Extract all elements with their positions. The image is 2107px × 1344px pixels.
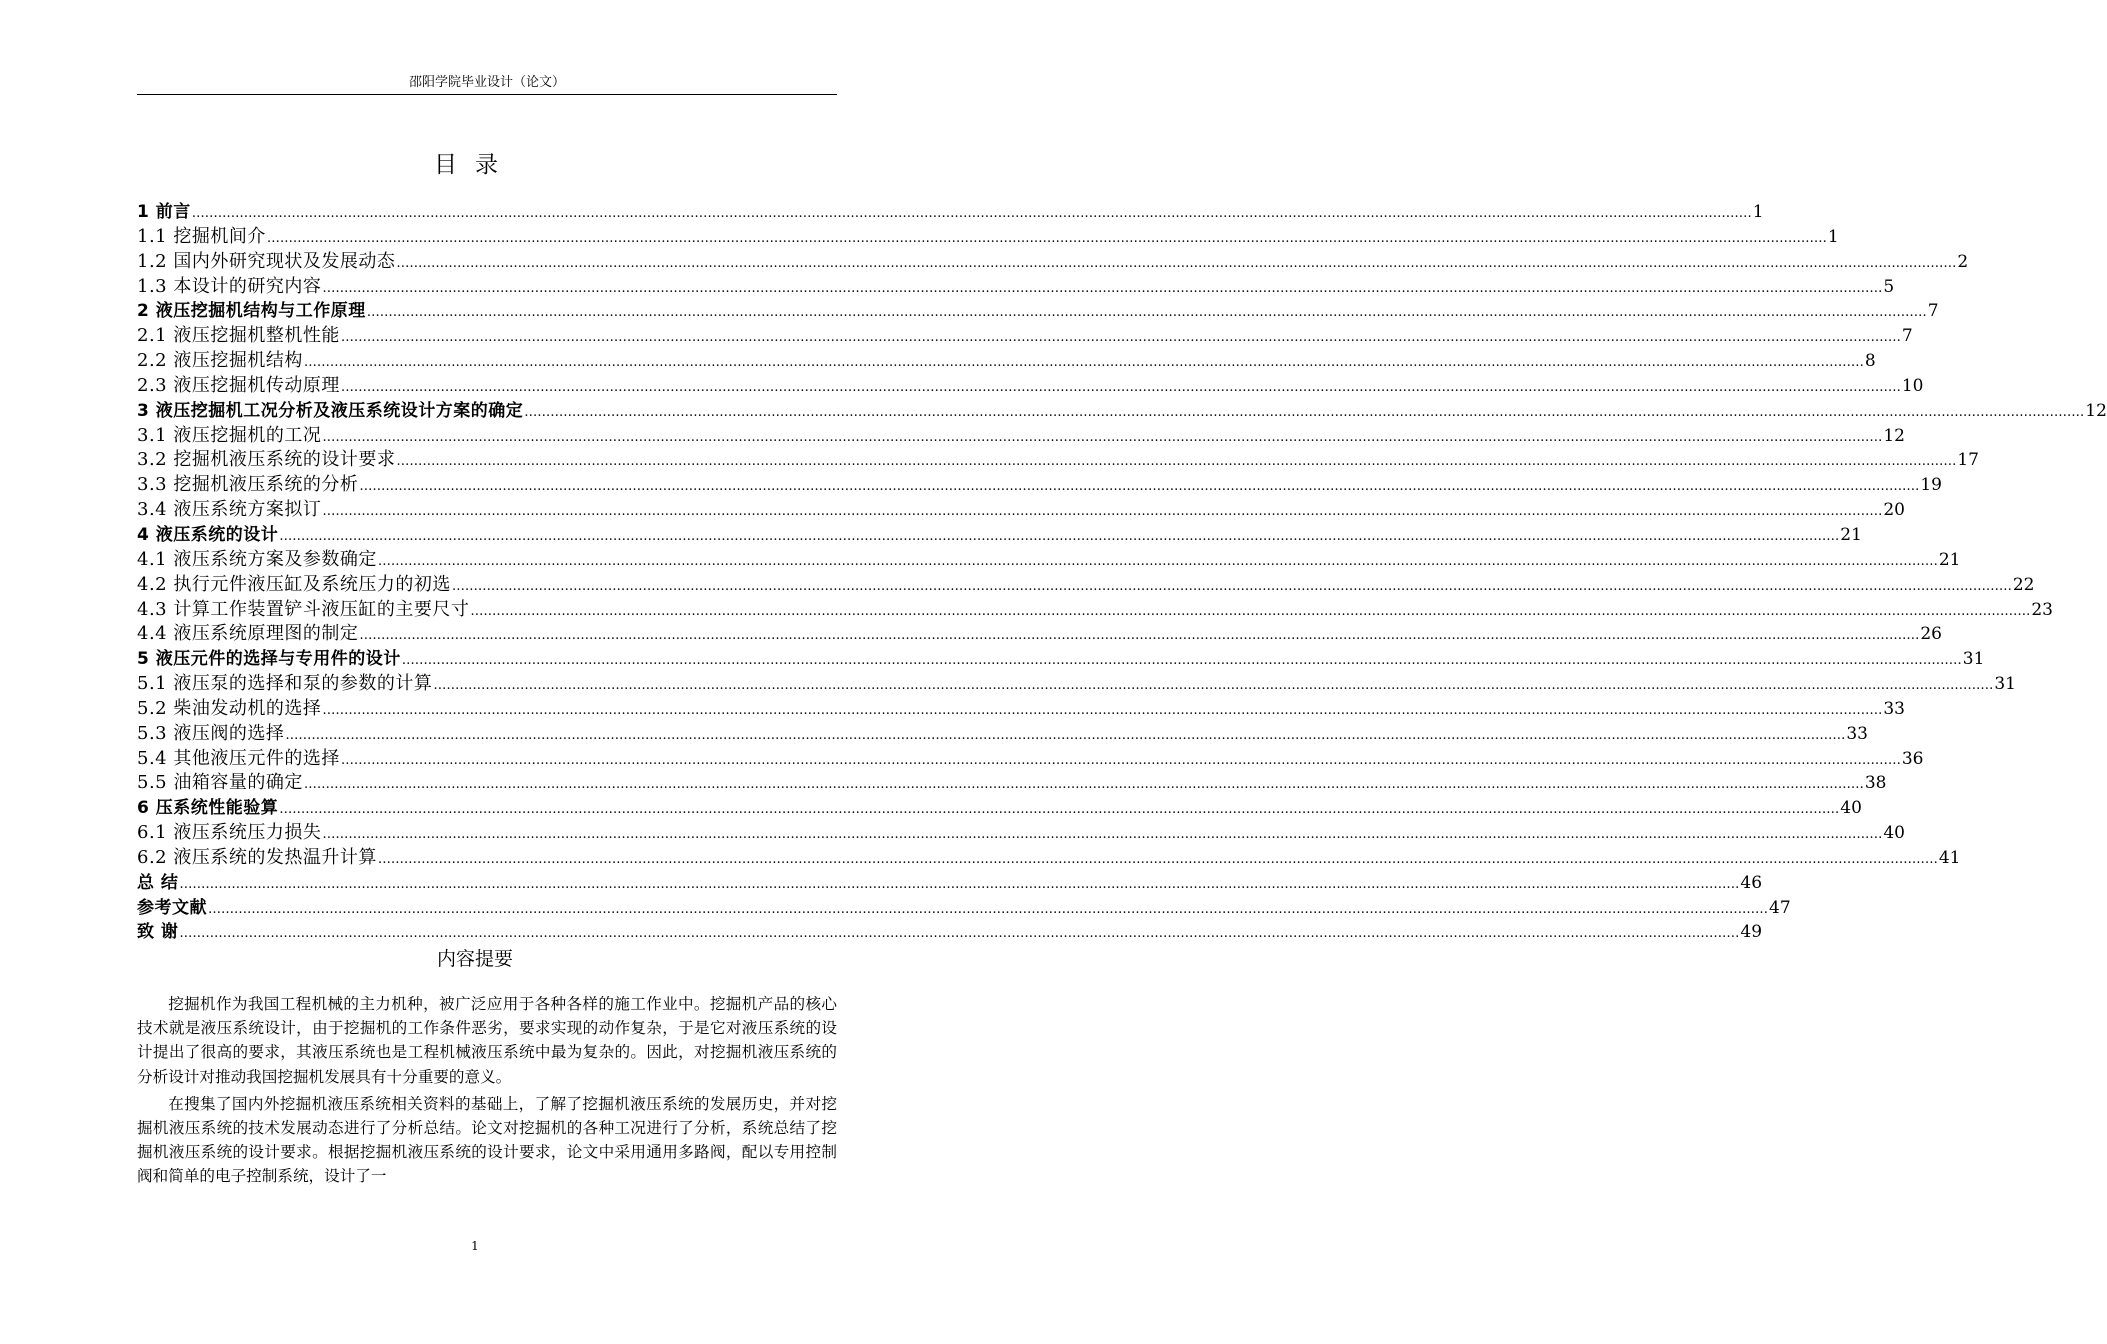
toc-entry-page: 21 [1840,524,1862,545]
toc-entry[interactable] [137,647,1985,672]
toc-entry[interactable] [137,473,1942,498]
toc-entry-label: 5.5 油箱容量的确定 [137,772,303,794]
toc-entry[interactable] [137,896,1791,921]
toc-entry-label: 3 液压挖掘机工况分析及液压系统设计方案的确定 [137,400,524,421]
toc-entry[interactable] [137,697,1905,722]
toc-entry[interactable] [137,523,1862,548]
toc-entry-label: 5.4 其他液压元件的选择 [137,747,340,769]
toc-leader-dots: ……………………………………………………………………………………………………………………………………………………………………………………………………………………………………………………………………………………………………………………………… [524,404,2085,420]
toc-entry[interactable] [137,722,1868,747]
toc-entry[interactable] [137,448,1979,473]
toc-entry[interactable] [137,349,1876,374]
toc-leader-dots: ……………………………………………………………………………………………………………………………………………………………………………………………………………………………………………………………………………………………………………………………… [470,603,2031,619]
toc-entry[interactable] [137,399,2107,424]
toc-entry-label: 4.2 执行元件液压缸及系统压力的初选 [137,573,451,595]
toc-entry[interactable] [137,598,2053,623]
toc-entry-page: 1 [1827,226,1839,247]
toc-entry[interactable] [137,821,1905,846]
toc-leader-dots: ……………………………………………………………………………………………………………………………………………………………………………………………………………………………………………………………………………………………………………………………… [340,752,1901,768]
toc-entry-page: 19 [1920,475,1942,496]
toc-entry-label: 4.4 液压系统原理图的制定 [137,623,359,645]
toc-entry-page: 7 [1927,301,1939,322]
toc-entry-label: 1 前言 [137,202,191,222]
toc-entry[interactable] [137,324,1913,349]
toc-leader-dots: ……………………………………………………………………………………………………………………………………………………………………………………………………………………………………………………………………………………………………………………………… [266,230,1827,246]
toc-entry-page: 20 [1883,500,1905,521]
toc-entry[interactable] [137,225,1839,250]
toc-entry-label: 4 液压系统的设计 [137,524,279,545]
toc-entry-label: 5.3 液压阀的选择 [137,722,285,744]
toc-entry-page: 26 [1920,624,1942,645]
toc-entry[interactable] [137,200,1764,225]
toc-entry-label: 5.2 柴油发动机的选择 [137,697,322,719]
toc-entry-page: 40 [1883,823,1905,844]
toc-title: 目录 [434,152,516,178]
toc-entry-page: 1 [1752,202,1764,222]
toc-leader-dots: ……………………………………………………………………………………………………………………………………………………………………………………………………………………………………………………………………………………………………………………………… [208,901,1768,917]
toc-leader-dots: ……………………………………………………………………………………………………………………………………………………………………………………………………………………………………………………………………………………………………………………………… [359,628,1920,644]
toc-entry[interactable] [137,424,1905,449]
toc-entry[interactable] [137,796,1862,821]
toc-entry-label: 1.1 挖掘机间介 [137,225,266,247]
toc-leader-dots: ……………………………………………………………………………………………………………………………………………………………………………………………………………………………………………………………………………………………………………………………… [279,802,1840,818]
toc-leader-dots: ……………………………………………………………………………………………………………………………………………………………………………………………………………………………………………………………………………………………………………………………… [303,777,1864,793]
toc-entry-label: 总 结 [137,872,179,893]
toc-leader-dots: ……………………………………………………………………………………………………………………………………………………………………………………………………………………………………………………………………………………………………………………………… [179,926,1740,942]
toc-leader-dots: ……………………………………………………………………………………………………………………………………………………………………………………………………………………………………………………………………………………………………………………………… [322,827,1883,843]
toc-entry-page: 46 [1740,872,1763,893]
toc-entry-page: 40 [1840,798,1862,819]
toc-leader-dots: ……………………………………………………………………………………………………………………………………………………………………………………………………………………………………………………………………………………………………………………………… [179,876,1740,892]
toc-entry-label: 2.1 液压挖掘机整机性能 [137,325,340,347]
toc-leader-dots: ……………………………………………………………………………………………………………………………………………………………………………………………………………………………………………………………………………………………………………………………… [359,479,1920,495]
toc-entry-page: 10 [1901,375,1924,396]
toc-entry-label: 6.2 液压系统的发热温升计算 [137,846,377,868]
toc-entry[interactable] [137,846,1961,871]
abstract-title: 内容提要 [436,948,513,970]
toc-entry[interactable] [137,771,1887,796]
toc-entry-page: 31 [1994,674,2016,695]
toc-entry-page: 5 [1883,276,1895,297]
abstract-paragraph: 在搜集了国内外挖掘机液压系统相关资料的基础上，了解了挖掘机液压系统的发展历史，并对挖掘机液压系统的技术发展动态进行了分析总结。论文对挖掘机的各种工况进行了分析，系统总结了挖掘机液压系统的设计要求。根据挖掘机液压系统的设计要求，论文中采用通用多路阀，配以专用控制阀和简单的电子控制系统，设计了一 [137,1094,837,1186]
toc-leader-dots: ……………………………………………………………………………………………………………………………………………………………………………………………………………………………………………………………………………………………………………………………… [340,379,1901,395]
toc-entry-page: 47 [1769,897,1791,918]
abstract-paragraph: 挖掘机作为我国工程机械的主力机种，被广泛应用于各种各样的施工作业中。挖掘机产品的核心技术就是液压系统设计，由于挖掘机的工作条件恶劣，要求实现的动作复杂，于是它对液压系统的设计提出了很高的要求，其液压系统也是工程机械液压系统中最为复杂的。因此，对挖掘机液压系统的分析设计对推动我国挖掘机发展具有十分重要的意义。 [137,995,837,1086]
toc-leader-dots: ……………………………………………………………………………………………………………………………………………………………………………………………………………………………………………………………………………………………………………………………… [396,454,1957,470]
toc-entry[interactable] [137,250,1969,275]
toc-entry[interactable] [137,871,1763,896]
toc-entry-label: 3.3 挖掘机液压系统的分析 [137,474,359,496]
toc-leader-dots: ……………………………………………………………………………………………………………………………………………………………………………………………………………………………………………………………………………………………………………………………… [322,429,1883,445]
toc-leader-dots: ……………………………………………………………………………………………………………………………………………………………………………………………………………………………………………………………………………………………………………………………… [396,255,1957,271]
toc-leader-dots: ……………………………………………………………………………………………………………………………………………………………………………………………………………………………………………………………………………………………………………………………… [451,578,2012,594]
page-number: 1 [471,1239,479,1253]
toc-leader-dots: ……………………………………………………………………………………………………………………………………………………………………………………………………………………………………………………………………………………………………………………………… [322,504,1883,520]
toc-entry-page: 8 [1864,351,1876,372]
toc-leader-dots: ……………………………………………………………………………………………………………………………………………………………………………………………………………………………………………………………………………………………………………………………… [401,653,1962,669]
toc-entry[interactable] [137,920,1763,945]
toc-entry-page: 23 [2031,599,2053,620]
toc-leader-dots: ……………………………………………………………………………………………………………………………………………………………………………………………………………………………………………………………………………………………………………………………… [322,702,1883,718]
toc-entry-label: 2 液压挖掘机结构与工作原理 [137,301,366,322]
toc-leader-dots: ……………………………………………………………………………………………………………………………………………………………………………………………………………………………………………………………………………………………………………………………… [322,280,1883,296]
page-header: 邵阳学院毕业设计（论文） [137,72,837,95]
toc-entry[interactable] [137,374,1924,399]
toc-entry[interactable] [137,573,2035,598]
toc-leader-dots: ……………………………………………………………………………………………………………………………………………………………………………………………………………………………………………………………………………………………………………………………… [303,355,1864,371]
toc-entry-label: 2.3 液压挖掘机传动原理 [137,374,340,396]
toc-entry-page: 36 [1901,748,1924,769]
toc-entry-page: 38 [1864,773,1887,794]
toc-entry-label: 6.1 液压系统压力损失 [137,822,322,844]
toc-entry-label: 4.1 液压系统方案及参数确定 [137,548,377,570]
toc-entry[interactable] [137,747,1924,772]
abstract-body [137,992,837,1192]
toc-entry-label: 3.4 液压系统方案拟订 [137,499,322,521]
toc-entry-page: 22 [2012,574,2035,595]
toc-leader-dots: ……………………………………………………………………………………………………………………………………………………………………………………………………………………………………………………………………………………………………………………………… [285,727,1846,743]
table-of-contents [137,200,2107,945]
toc-entry[interactable] [137,275,1895,300]
toc-entry-page: 33 [1883,698,1905,719]
toc-entry[interactable] [137,622,1942,647]
toc-entry-page: 17 [1957,450,1979,471]
toc-entry-page: 7 [1901,326,1913,347]
toc-entry-label: 3.1 液压挖掘机的工况 [137,424,322,446]
toc-leader-dots: ……………………………………………………………………………………………………………………………………………………………………………………………………………………………………………………………………………………………………………………………… [191,206,1752,221]
toc-leader-dots: ……………………………………………………………………………………………………………………………………………………………………………………………………………………………………………………………………………………………………………………………… [340,330,1901,346]
toc-leader-dots: ……………………………………………………………………………………………………………………………………………………………………………………………………………………………………………………………………………………………………………………………… [366,305,1927,321]
toc-entry-label: 参考文献 [137,897,207,918]
toc-entry-label: 1.2 国内外研究现状及发展动态 [137,250,396,272]
toc-entry-page: 41 [1938,847,1961,868]
toc-entry-label: 2.2 液压挖掘机结构 [137,350,303,372]
toc-entry-label: 4.3 计算工作装置铲斗液压缸的主要尺寸 [137,598,470,620]
toc-entry[interactable] [137,299,1939,324]
toc-entry-label: 致 谢 [137,922,179,943]
toc-entry-page: 49 [1740,922,1763,943]
toc-entry[interactable] [137,498,1905,523]
toc-entry-page: 31 [1962,649,1985,670]
toc-entry-page: 12 [2085,400,2107,421]
toc-leader-dots: ……………………………………………………………………………………………………………………………………………………………………………………………………………………………………………………………………………………………………………………………… [377,553,1938,569]
toc-entry-page: 21 [1938,549,1961,570]
toc-entry-label: 5.1 液压泵的选择和泵的参数的计算 [137,673,433,695]
toc-entry-label: 3.2 挖掘机液压系统的设计要求 [137,449,396,471]
toc-entry[interactable] [137,672,2016,697]
toc-leader-dots: ……………………………………………………………………………………………………………………………………………………………………………………………………………………………………………………………………………………………………………………………… [279,528,1840,544]
toc-entry-label: 5 液压元件的选择与专用件的设计 [137,649,401,670]
toc-entry-label: 6 压系统性能验算 [137,798,279,819]
toc-entry-page: 12 [1883,425,1905,446]
toc-entry[interactable] [137,548,1961,573]
toc-entry-page: 2 [1957,251,1969,272]
toc-leader-dots: ……………………………………………………………………………………………………………………………………………………………………………………………………………………………………………………………………………………………………………………………… [433,678,1994,694]
toc-entry-label: 1.3 本设计的研究内容 [137,275,322,297]
toc-leader-dots: ……………………………………………………………………………………………………………………………………………………………………………………………………………………………………………………………………………………………………………………………… [377,851,1938,867]
toc-entry-page: 33 [1846,723,1868,744]
